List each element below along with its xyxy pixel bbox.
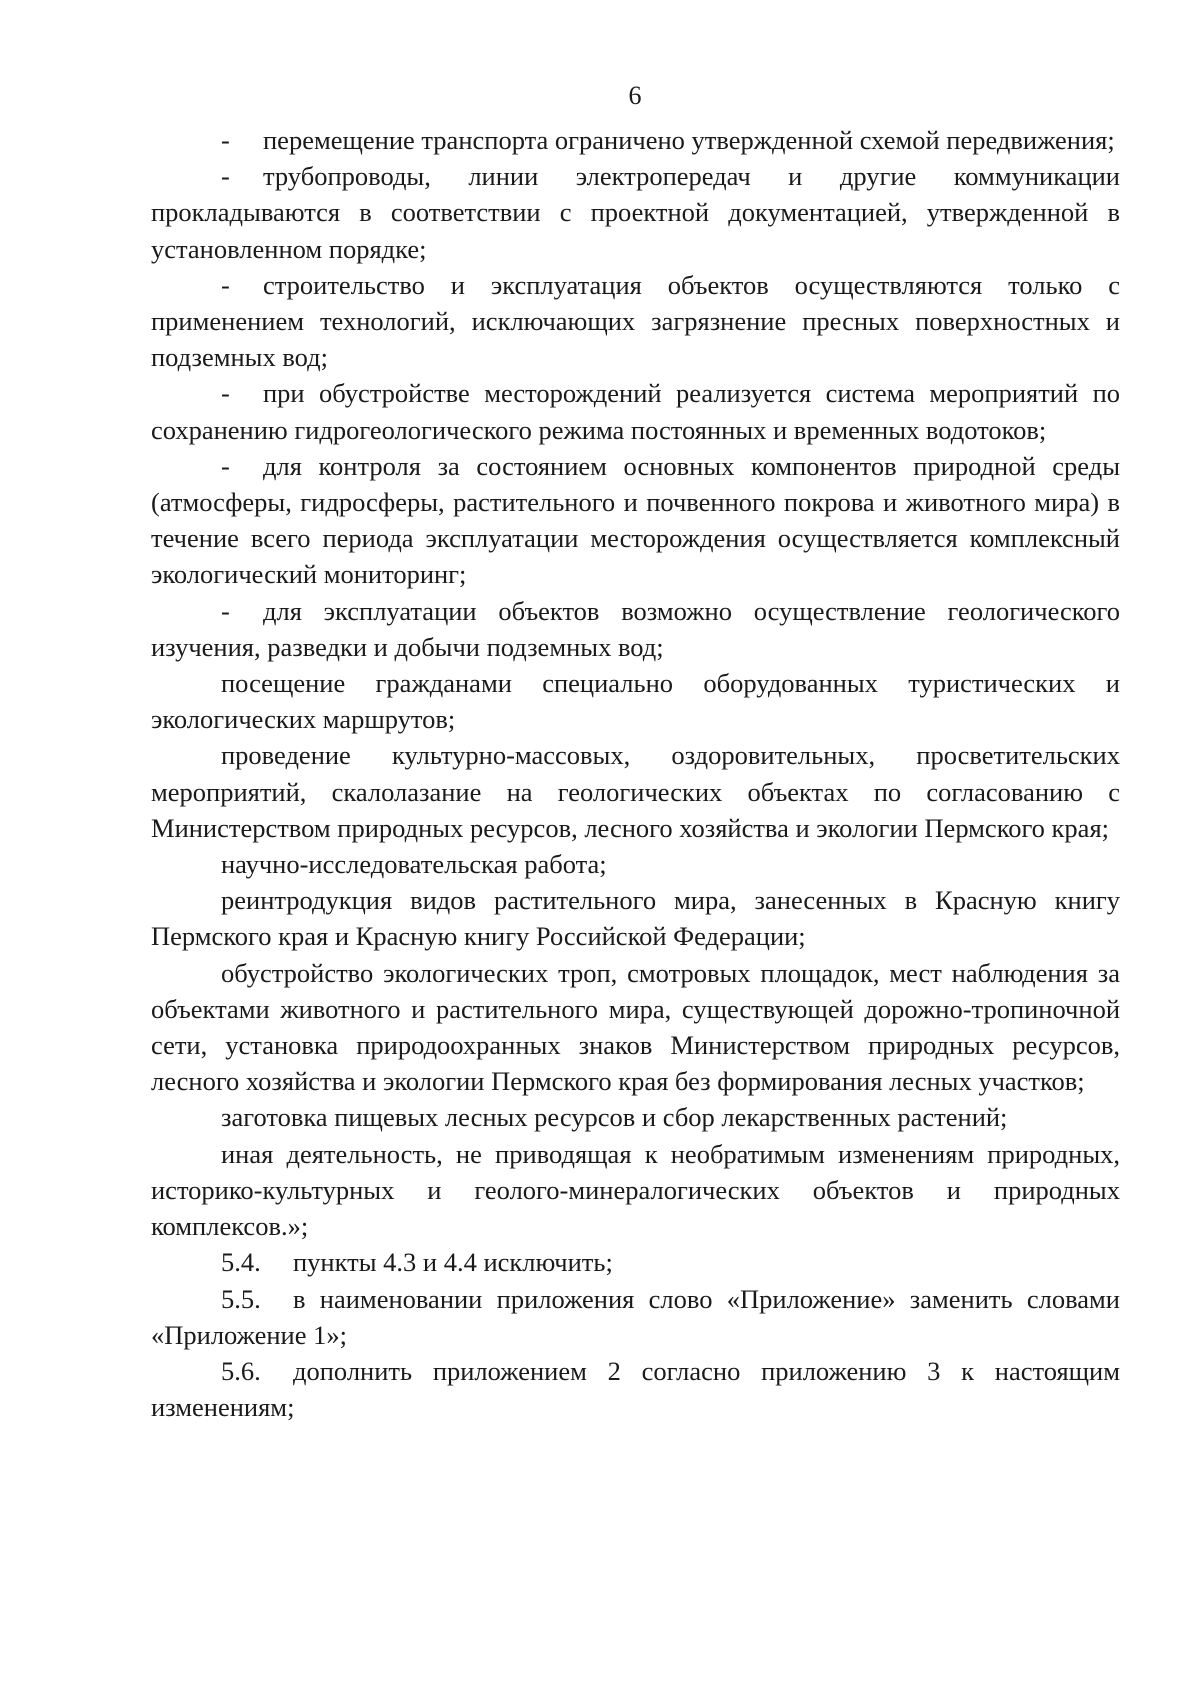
bullet-paragraph [151, 593, 1120, 665]
dash-marker: - [221, 595, 230, 626]
paragraph-text: дополнить приложением 2 согласно приложению 3 к настоящим изменениям; [151, 1355, 1120, 1423]
bullet-paragraph [151, 375, 1120, 447]
paragraph: заготовка пищевых лесных ресурсов и сбор лекарственных растений; [221, 1102, 1008, 1133]
paragraph-text: перемещение транспорта ограничено утвержденной схемой передвижения; [263, 125, 1115, 155]
paragraph-text: в наименовании приложения слово «Приложение» заменить словами «Приложение 1»; [151, 1283, 1120, 1350]
document-body [151, 122, 1120, 1425]
paragraph: научно-исследовательская работа; [221, 849, 607, 880]
bullet-paragraph [151, 267, 1120, 376]
paragraph-text: для контроля за состоянием основных компонентов природной среды (атмосферы, гидросферы, растительного и почвенного покрова и животного мира) в течение всего периода эксплуатации месторождения осуществляется комплексный экологический мониторинг; [151, 450, 1120, 590]
page-number: 6 [628, 81, 642, 110]
dash-marker: - [221, 378, 230, 409]
bullet-paragraph [151, 158, 1120, 267]
numbered-paragraph [151, 1353, 1120, 1425]
dash-marker: - [221, 161, 230, 192]
bullet-paragraph [151, 122, 1120, 158]
bullet-paragraph [151, 448, 1120, 593]
numbered-paragraph [151, 1281, 1120, 1353]
dash-marker: - [221, 125, 230, 155]
paragraph-text: трубопроводы, линии электропередач и другие коммуникации прокладываются в соответствии с проектной документацией, утвержденной в установленном порядке; [151, 161, 1120, 264]
paragraph: посещение гражданами специально оборудованных туристических и экологических маршрутов; [151, 668, 1120, 735]
dash-marker: - [221, 269, 230, 300]
paragraph: иная деятельность, не приводящая к необратимым изменениям природных, историко-культурных и геолого-минералогических объектов и природных комплексов.»; [151, 1138, 1120, 1242]
numbered-paragraph [151, 1244, 1120, 1280]
paragraph-text: для эксплуатации объектов возможно осуществление геологического изучения, разведки и добычи подземных вод; [151, 595, 1120, 662]
paragraph: обустройство экологических троп, смотровых площадок, мест наблюдения за объектами животного и растительного мира, существующей дорожно-тропиночной сети, установка природоохранных знаков Министерством природных ресурсов, лесного хозяйства и экологии Пермского края без формирования лесных участков; [151, 957, 1120, 1097]
item-number: 5.5. [221, 1283, 261, 1314]
item-number: 5.6. [221, 1355, 261, 1386]
paragraph-text: строительство и эксплуатация объектов осуществляются только с применением технологий, исключающих загрязнение пресных поверхностных и подземных вод; [151, 269, 1120, 373]
dash-marker: - [221, 450, 230, 481]
item-number: 5.4. [221, 1247, 261, 1278]
paragraph-text: пункты 4.3 и 4.4 исключить; [293, 1247, 613, 1278]
paragraph: проведение культурно-массовых, оздоровительных, просветительских мероприятий, скалолазание на геологических объектах по согласованию с Министерством природных ресурсов, лесного хозяйства и экологии Пермского края; [151, 740, 1120, 843]
paragraph-text: при обустройстве месторождений реализуется система мероприятий по сохранению гидрогеологического режима постоянных и временных водотоков; [151, 378, 1120, 445]
paragraph: реинтродукция видов растительного мира, занесенных в Красную книгу Пермского края и Красную книгу Российской Федерации; [151, 885, 1120, 952]
